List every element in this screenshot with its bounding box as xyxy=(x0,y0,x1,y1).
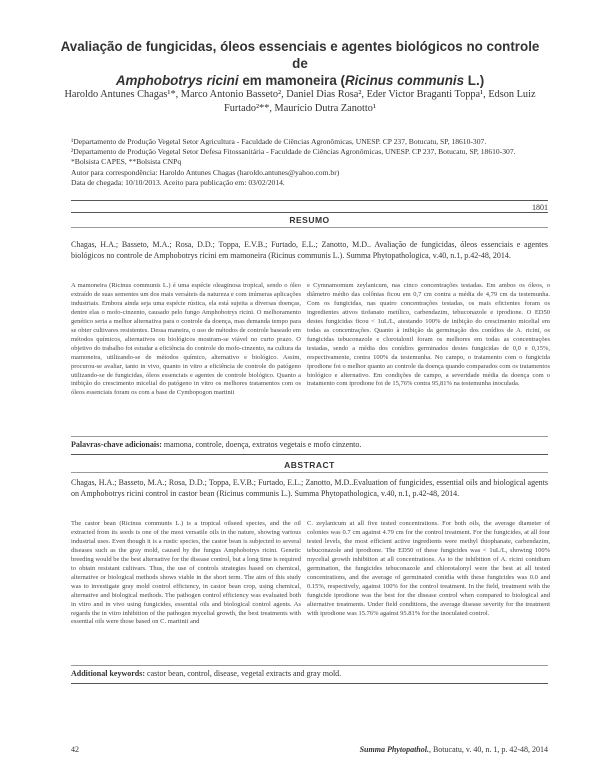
divider-abstract-bottom xyxy=(71,472,548,473)
affiliations xyxy=(71,137,550,188)
title-line-2 xyxy=(60,72,540,89)
affiliation-2: ²Departamento de Produção Vegetal Setor Defesa Fitossanitária - Faculdade de Ciências Agronômicas, UNESP. CP 237, Botucatu, SP, 18610-307. xyxy=(71,147,516,157)
abstract-keywords xyxy=(71,669,548,679)
resumo-heading: RESUMO xyxy=(289,215,330,225)
authors-line-2: Furtado²**, Maurício Dutra Zanotto¹ xyxy=(223,103,376,114)
title-species-name: Ricinus communis xyxy=(345,73,465,88)
abstract-heading: ABSTRACT xyxy=(284,460,335,470)
abstract-keywords-label: Additional keywords: xyxy=(71,669,146,678)
authors-line-1: Haroldo Antunes Chagas¹*, Marco Antonio Basseto², Daniel Dias Rosa², Eder Victor Braganti Toppa¹, Edson Luiz xyxy=(64,89,536,100)
scholarship-note: *Bolsista CAPES, **Bolsista CNPq xyxy=(71,157,182,167)
divider-abstract-top xyxy=(71,454,548,455)
divider-resumo-bottom xyxy=(71,227,548,228)
abstract-citation: Chagas, H.A.; Basseto, M.A.; Rosa, D.D.; Toppa, E.V.B.; Furtado, E.L.; Zanotto, M.D..Evaluation of fungicides, essential oils and biological agents on Amphobotrys ricini control in castor bean (Ricinus communis L.). Summa Phytopathologica, v.40, n.1, p.42-48, 2014. xyxy=(71,478,548,498)
resumo-keywords-text: mamona, controle, doença, extratos vegetais e mofo cinzento. xyxy=(161,440,362,449)
abstract-column-left: The castor bean (Ricinus communis L.) is a tropical oilseed species, and the oil extracted from its seeds is one of the most versatile oils in the nature, showing various industrial uses. Even though it is a rustic species, the castor bean is subjected to several diseases such as the gray mold, caused by the fungus Amphobotrys ricini. Genetic breeding would be the best alternative for the disease control, but a long time is required to obtain resistant cultivars. Thus, the use of controls strategies based on chemical, alternative or biological methods shows viable in the short term. The aim of this study was to investigate gray mold control efficiency, in castor bean crop, using chemical, alternative and biological methods. The pathogen control efficiency was evaluated both in vitro and in vivo using fungicides, essential oils and biological control agents. As regards the in vitro inhibition of the pathogen mycelial growth, the best treatments with essential oils were those based on C. martinii and xyxy=(71,520,301,626)
title-pathogen-name: Amphobotrys ricini xyxy=(115,73,239,88)
divider-top xyxy=(71,200,548,201)
title-mid-text: em mamoneira ( xyxy=(238,73,346,88)
submission-dates: Data de chegada: 10/10/2013. Aceito para publicação em: 03/02/2014. xyxy=(71,177,285,187)
resumo-citation: Chagas, H.A.; Basseto, M.A.; Rosa, D.D.; Toppa, E.V.B.; Furtado, E.L.; Zanotto, M.D.. Avaliação de fungicidas, óleos essenciais e agentes biológicos no controle de Amphobotrys ricini em mamoneira (Ricinus communis L.). Summa Phytopathologica, v.40, n.1, p.42-48, 2014. xyxy=(71,240,548,260)
abstract-column-right: C. zeylanicum at all five tested concentrations. For both oils, the average diameter of colonies was 0.7 cm against 4.79 cm for the control treatment. For the fungicides, at all four tested levels, the most efficient active ingredients were methyl thiophanate, carbendazim, tebuconazole and iprodione. The ED50 of these fungicides was < 1uL/L, showing 100% mycelial growth inhibition at all concentrations. As to the inhibition of A. ricini conidium germination, the fungicides tebuconazole and chlorotalonyl were the best at all tested concentrations, and the average of germinated conidia with these fungicides was 0.0 and 0.15%, respectively, against 100% for the control treatment. In the field, treatment with the fungicide iprodione was the best for the disease control when compared to biological and alternative treatments. Under field conditions, the average disease severity for the treatment with iprodione was 15.76% against 95.81% for the inoculated control. xyxy=(307,520,550,617)
divider-abstract-end xyxy=(71,683,548,684)
affiliation-1: ¹Departamento de Produção Vegetal Setor Agricultura - Faculdade de Ciências Agronômicas, UNESP. CP 237, Botucatu, SP, 18610-307. xyxy=(71,137,487,146)
divider-keywords-en xyxy=(71,665,548,666)
journal-citation-tail: , Botucatu, v. 40, n. 1, p. 42-48, 2014 xyxy=(428,745,548,754)
corresponding-author: Autor para correspondência: Haroldo Antunes Chagas (haroldo.antunes@yahoo.com.br) xyxy=(71,167,340,177)
resumo-column-right: e Cymnamomum zeylanicum, nas cinco concentrações testadas. Em ambos os óleos, o diâmetro médio das colônias ficou em 0,7 cm contra a média de 4,79 cm da testemunha. Com os fungicidas, nas quatro concentrações testadas, os mais eficientes foram os ingredientes ativos tiofanato metílico, carbendazim, tebuconazole e iprodione. O ED50 destes fungicidas ficou < 1uL/L, atestando 100% de inibição do crescimento micelial em todas as concentrações. Quanto à inibição da germinação dos conídios de A. ricini, os fungicidas tebuconazole e clorotalonil foram os melhores em todas as concentrações testadas, sendo a média dos conídios germinados destes fungicidas de 0,0 e 0,15%, respectivamente, contra 100% da testemunha. No campo, o tratamento com o fungicida iprodione foi o melhor quanto ao controle da doença quando comparados com os tratamentos biológico e alternativo. Em condições de campo, a severidade média da doença com o tratamento com iprodione foi de 15,76% contra 95,81% na testemunha inoculada. xyxy=(307,282,550,388)
paper-title xyxy=(60,38,540,89)
journal-name: Summa Phytopathol. xyxy=(359,745,429,754)
divider-keywords-pt xyxy=(71,436,548,437)
journal-footer xyxy=(360,745,548,754)
page-number: 42 xyxy=(71,745,79,754)
divider-resumo-top xyxy=(71,212,548,213)
title-line-1: Avaliação de fungicidas, óleos essenciais e agentes biológicos no controle de xyxy=(60,39,540,71)
author-list xyxy=(60,88,540,116)
resumo-keywords xyxy=(71,440,548,450)
resumo-column-left: A mamoneira (Ricinus communis L.) é uma espécie oleaginosa tropical, sendo o óleo extraído de suas sementes um dos mais versáteis da natureza e com inúmeras aplicações industriais. Embora ainda seja uma espécie rústica, ela está sujeita a diversas doenças, dentre elas o mofo-cinzento, causado pelo fungo Amphobotrys ricini. O melhoramento genético seria a melhor alternativa para o controle da doença, mas demanda tempo para se obter cultivares resistentes. Dessa maneira, o uso de métodos de controle baseado em métodos químicos, alternativos ou biológicos mostram-se viável no curto prazo. O objetivo do trabalho foi estudar a eficiência do controle do mofo-cinzento, na cultura da mamoneira, utilizando-se de métodos químico, alternativo e biológico. Assim, procurou-se avaliar, tanto in vivo, quanto in vitro a eficiência de controle do patógeno utilizando-se de fungicidas, óleos essenciais e agentes de controle biológico. Quanto a inibição do crescimento micelial do patógeno in vitro os melhores tratamentos com os óleos essenciais foram os com a base de Cymbopogon martinii xyxy=(71,282,301,397)
abstract-keywords-text: castor bean, control, disease, vegetal extracts and gray mold. xyxy=(145,669,342,678)
resumo-keywords-label: Palavras-chave adicionais: xyxy=(71,440,162,449)
title-end-text: L.) xyxy=(464,73,485,88)
reference-number: 1801 xyxy=(532,203,548,212)
